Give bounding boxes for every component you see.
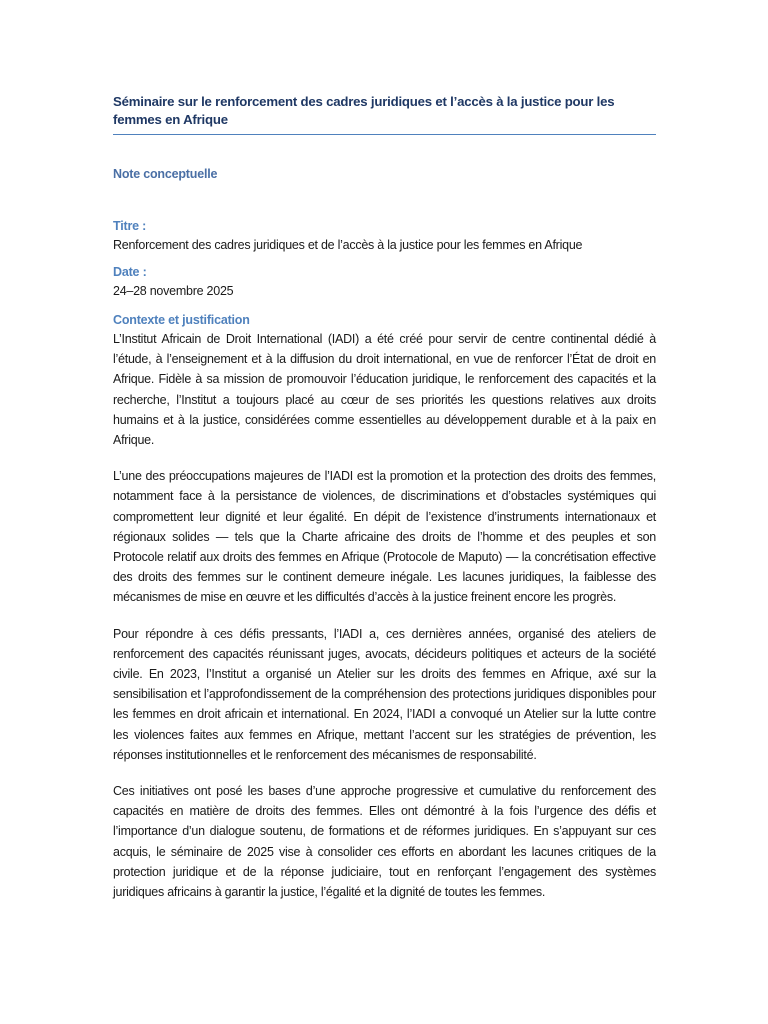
date-section (113, 264, 656, 301)
titre-section (113, 218, 656, 255)
titre-label: Titre : (113, 219, 147, 233)
titre-value: Renforcement des cadres juridiques et de l’accès à la justice pour les femmes en Afrique (113, 238, 583, 252)
contexte-paragraph-3: Pour répondre à ces défis pressants, l’IADI a, ces dernières années, organisé des ateliers de renforcement des capacités réunissant juges, avocats, décideurs politiques et acteurs de la société civile. En 2023, l’Institut a organisé un Atelier sur les droits des femmes en Afrique, axé sur la sensibilisation et l’approfondissement de la compréhension des protections juridiques disponibles pour les femmes en droit africain et international. En 2024, l’IADI a convoqué un Atelier sur la lutte contre les violences faites aux femmes en Afrique, mettant l’accent sur les stratégies de prévention, les réponses institutionnelles et le renforcement des mécanismes de responsabilité. (113, 626, 656, 762)
contexte-paragraph-4: Ces initiatives ont posé les bases d’une approche progressive et cumulative du renforcement des capacités en matière de droits des femmes. Elles ont démontré à la fois l’urgence des défis et l’importance d’un dialogue soutenu, de formations et de réformes juridiques. En s’appuyant sur ces acquis, le séminaire de 2025 vise à consolider ces efforts en abordant les lacunes critiques de la protection juridique et de la réponse judiciaire, tout en renforçant l’engagement des systèmes juridiques africains à garantir la justice, l’égalité et la dignité de toutes les femmes. (113, 784, 656, 900)
note-conceptuelle-heading: Note conceptuelle (113, 167, 218, 181)
document-page (113, 93, 656, 902)
contexte-paragraph-1: L’Institut Africain de Droit International (IADI) a été créé pour servir de centre continental dédié à l’étude, à l’enseignement et à la diffusion du droit international, en vue de renforcer l’État de droit en Afrique. Fidèle à sa mission de promouvoir l’éducation juridique, le renforcement des capacités et la recherche, l’Institut a toujours placé au cœur de ses priorités les questions relatives aux droits humains et à la justice, considérées comme essentielles au développement durable et à la paix en Afrique. (113, 332, 656, 448)
contexte-paragraph-2: L’une des préoccupations majeures de l’IADI est la promotion et la protection des droits des femmes, notamment face à la persistance de violences, de discriminations et d’obstacles systémiques qui compromettent leur dignité et leur égalité. En dépit de l’existence d’instruments internationaux et régionaux solides — tels que la Charte africaine des droits de l’homme et des peuples et son Protocole relatif aux droits des femmes en Afrique (Protocole de Maputo) — la concrétisation effective des droits des femmes sur le continent demeure inégale. Les lacunes juridiques, la faiblesse des mécanismes de mise en œuvre et les difficultés d’accès à la justice freinent encore les progrès. (113, 469, 656, 605)
date-value: 24–28 novembre 2025 (113, 284, 234, 298)
date-label: Date : (113, 265, 147, 279)
contexte-section (113, 312, 656, 902)
contexte-label: Contexte et justification (113, 313, 250, 327)
document-title: Séminaire sur le renforcement des cadres juridiques et l’accès à la justice pour les femmes en Afrique (113, 93, 656, 135)
contexte-body (113, 329, 656, 902)
